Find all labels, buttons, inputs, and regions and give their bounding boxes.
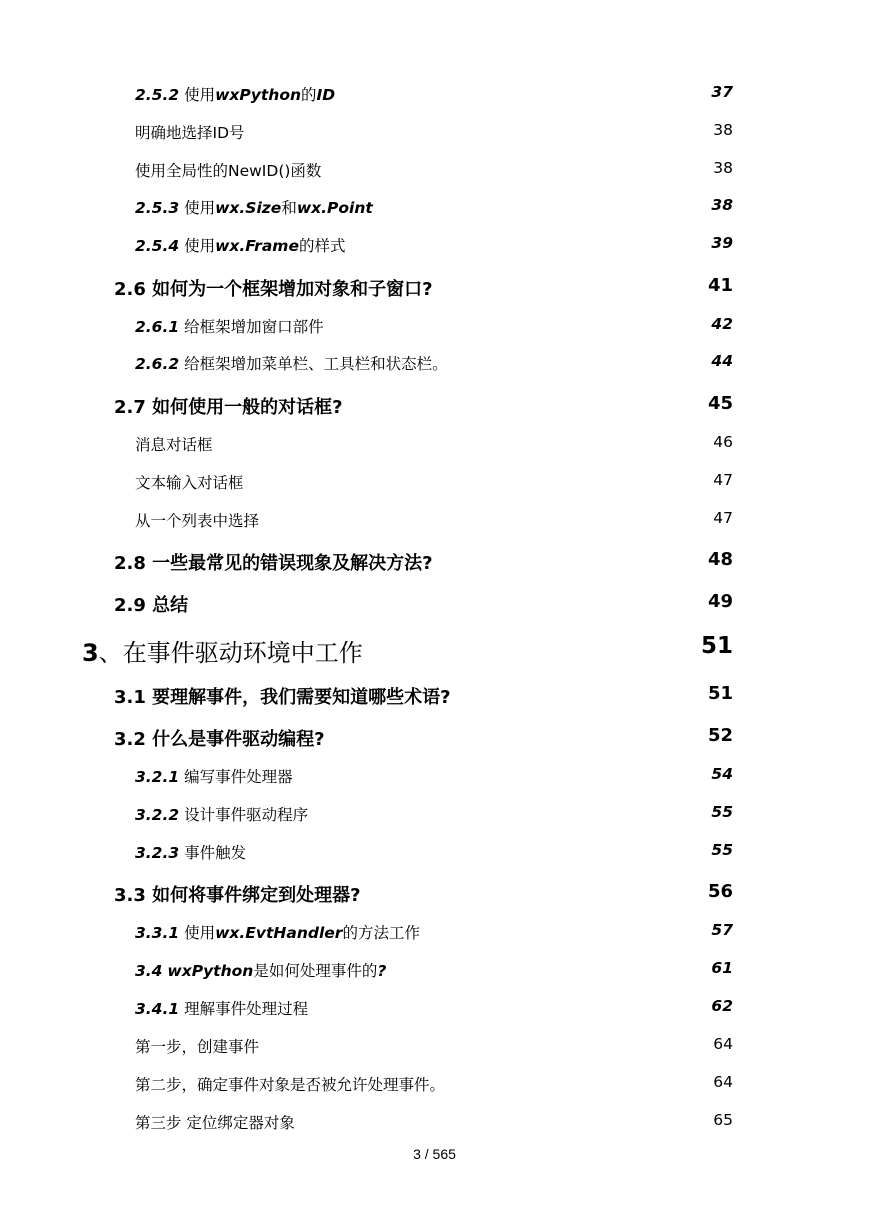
toc-entry-title xyxy=(82,633,363,668)
section-title: 如何为一个框架增加对象和子窗口? xyxy=(152,278,433,300)
toc-entry[interactable] xyxy=(0,921,869,941)
toc-entry-title xyxy=(135,997,308,1019)
toc-entry-title xyxy=(135,921,420,943)
toc-entry-title xyxy=(135,765,293,787)
section-title-suffix: 的 xyxy=(301,86,317,105)
page-number: 38 xyxy=(713,159,733,178)
code-term: ID xyxy=(316,86,336,105)
section-title-suffix: 是如何处理事件的 xyxy=(253,962,378,981)
section-title: 要理解事件，我们需要知道哪些术语? xyxy=(152,686,451,708)
page-number: 46 xyxy=(713,433,733,452)
section-number: 3.3 xyxy=(114,884,146,906)
page-number: 57 xyxy=(711,921,733,940)
section-number: 2.5.3 xyxy=(135,199,180,218)
page-indicator: 3 / 565 xyxy=(413,1146,456,1162)
section-title: 如何将事件绑定到处理器? xyxy=(152,884,361,906)
toc-entry[interactable] xyxy=(0,803,869,823)
toc-entry[interactable] xyxy=(0,393,869,416)
section-title: 使用 xyxy=(184,86,216,105)
section-number: 2.5.2 xyxy=(135,86,180,105)
toc-entry[interactable] xyxy=(0,1035,869,1055)
page-number: 38 xyxy=(711,196,733,215)
toc-entry-title xyxy=(135,159,321,181)
toc-entry[interactable] xyxy=(0,234,869,254)
code-term: ? xyxy=(377,962,387,981)
code-term: wx.Size xyxy=(215,199,282,218)
page-number: 51 xyxy=(707,682,733,704)
page-number: 65 xyxy=(713,1111,733,1130)
section-number: 3.2.3 xyxy=(135,844,180,863)
section-title-suffix: 和 xyxy=(281,199,297,218)
page-number: 54 xyxy=(711,765,733,784)
toc-entry-title xyxy=(135,471,244,493)
page-number: 55 xyxy=(711,803,733,822)
toc-entry-title xyxy=(135,196,373,218)
page-number: 44 xyxy=(711,352,733,371)
toc-entry[interactable] xyxy=(0,841,869,861)
toc-entry[interactable] xyxy=(0,997,869,1017)
section-number: 3.4.1 xyxy=(135,1000,180,1019)
page-number: 62 xyxy=(711,997,733,1016)
section-number: 2.5.4 xyxy=(135,237,180,256)
toc-entry-title xyxy=(114,549,433,575)
toc-entry-title xyxy=(135,841,246,863)
toc-entry[interactable] xyxy=(0,159,869,179)
page-number: 56 xyxy=(707,880,733,902)
section-title: 使用 xyxy=(184,924,216,943)
toc-entry[interactable] xyxy=(0,275,869,298)
page-number: 64 xyxy=(713,1073,733,1092)
toc-entry[interactable] xyxy=(0,683,869,706)
code-term: wxPython xyxy=(215,86,302,105)
toc-entry[interactable] xyxy=(0,725,869,748)
toc-entry-title xyxy=(135,433,213,455)
section-title-suffix: 的方法工作 xyxy=(342,924,420,943)
toc-entry[interactable] xyxy=(0,433,869,453)
toc-entry-title xyxy=(114,683,451,709)
code-term: wxPython xyxy=(167,962,254,981)
section-title: 使用 xyxy=(184,199,216,218)
toc-entry-title xyxy=(135,959,386,981)
page-number: 52 xyxy=(707,724,733,746)
section-number: 2.7 xyxy=(114,396,146,418)
section-number: 2.8 xyxy=(114,552,146,574)
toc-entry-title xyxy=(114,393,343,419)
toc-entry[interactable] xyxy=(0,765,869,785)
section-title: 一些最常见的错误现象及解决方法? xyxy=(152,552,433,574)
section-title: 编写事件处理器 xyxy=(184,768,293,787)
code-term: wx.EvtHandler xyxy=(215,924,343,943)
page-number: 41 xyxy=(707,274,733,296)
section-title: 明确地选择ID号 xyxy=(135,124,245,143)
section-number: 3.4 xyxy=(135,962,163,981)
toc-entry[interactable] xyxy=(0,881,869,904)
toc-entry-title xyxy=(135,352,448,374)
code-term: wx.Frame xyxy=(215,237,299,256)
page-number: 39 xyxy=(711,234,733,253)
toc-entry-title xyxy=(135,315,324,337)
toc-entry-title xyxy=(135,1111,295,1133)
section-title: 使用 xyxy=(184,237,216,256)
section-title: 总结 xyxy=(152,594,189,616)
toc-entry[interactable] xyxy=(0,471,869,491)
toc-entry-title xyxy=(114,275,433,301)
toc-entry[interactable] xyxy=(0,959,869,979)
code-term: wx.Point xyxy=(296,199,373,218)
section-number: 3.2.2 xyxy=(135,806,180,825)
toc-entry-title xyxy=(135,83,335,105)
section-title: 文本输入对话框 xyxy=(135,474,244,493)
toc-entry-title xyxy=(135,234,345,256)
toc-entry-title xyxy=(114,881,361,907)
page-number: 47 xyxy=(713,471,733,490)
toc-entry-title xyxy=(114,591,188,617)
section-number: 3.1 xyxy=(114,686,146,708)
toc-entry[interactable] xyxy=(0,1073,869,1093)
page-number: 61 xyxy=(711,959,733,978)
section-title: 消息对话框 xyxy=(135,436,213,455)
page-footer xyxy=(0,1146,869,1162)
page-number: 37 xyxy=(711,83,733,102)
page-number: 51 xyxy=(700,633,733,660)
page-number: 38 xyxy=(713,121,733,140)
page-number: 48 xyxy=(707,548,733,570)
toc-entry[interactable] xyxy=(0,1111,869,1131)
section-title: 如何使用一般的对话框? xyxy=(152,396,343,418)
page-number: 47 xyxy=(713,509,733,528)
section-number: 2.9 xyxy=(114,594,146,616)
toc-entry[interactable] xyxy=(0,83,869,103)
section-title: 从一个列表中选择 xyxy=(135,512,260,531)
page-number: 49 xyxy=(707,590,733,612)
toc-entry[interactable] xyxy=(0,509,869,529)
section-number: 3 xyxy=(82,639,99,668)
toc-entry-title xyxy=(135,1073,445,1095)
toc-entry-title xyxy=(135,121,245,143)
page-number: 55 xyxy=(711,841,733,860)
section-title: 什么是事件驱动编程? xyxy=(152,728,325,750)
section-title-suffix: 的样式 xyxy=(298,237,346,256)
section-title: 给框架增加窗口部件 xyxy=(184,318,324,337)
page-number: 45 xyxy=(707,392,733,414)
section-title: 第三步 定位绑定器对象 xyxy=(135,1114,295,1133)
section-title: 第一步，创建事件 xyxy=(135,1038,260,1057)
section-title: 设计事件驱动程序 xyxy=(184,806,309,825)
page-number: 64 xyxy=(713,1035,733,1054)
toc-entry[interactable] xyxy=(0,196,869,216)
section-number: 2.6 xyxy=(114,278,146,300)
toc-entry[interactable] xyxy=(0,633,869,668)
toc-entry-title xyxy=(135,803,308,825)
section-number: 3.2 xyxy=(114,728,146,750)
section-number: 2.6.2 xyxy=(135,355,180,374)
section-title: 第二步，确定事件对象是否被允许处理事件。 xyxy=(135,1076,446,1095)
section-title: 理解事件处理过程 xyxy=(184,1000,309,1019)
toc-entry[interactable] xyxy=(0,352,869,372)
toc-entry-title xyxy=(114,725,325,751)
toc-entry[interactable] xyxy=(0,121,869,141)
toc-entry[interactable] xyxy=(0,315,869,335)
page-number: 42 xyxy=(711,315,733,334)
section-title: 事件触发 xyxy=(184,844,247,863)
toc-entry-title xyxy=(135,1035,259,1057)
section-title: 给框架增加菜单栏、工具栏和状态栏。 xyxy=(184,355,448,374)
toc-entry[interactable] xyxy=(0,591,869,614)
section-number: 3.3.1 xyxy=(135,924,180,943)
section-number: 2.6.1 xyxy=(135,318,180,337)
section-title: 、在事件驱动环境中工作 xyxy=(98,639,363,668)
toc-entry[interactable] xyxy=(0,549,869,572)
toc-entry-title xyxy=(135,509,259,531)
section-title: 使用全局性的NewID()函数 xyxy=(135,162,322,181)
section-number: 3.2.1 xyxy=(135,768,180,787)
